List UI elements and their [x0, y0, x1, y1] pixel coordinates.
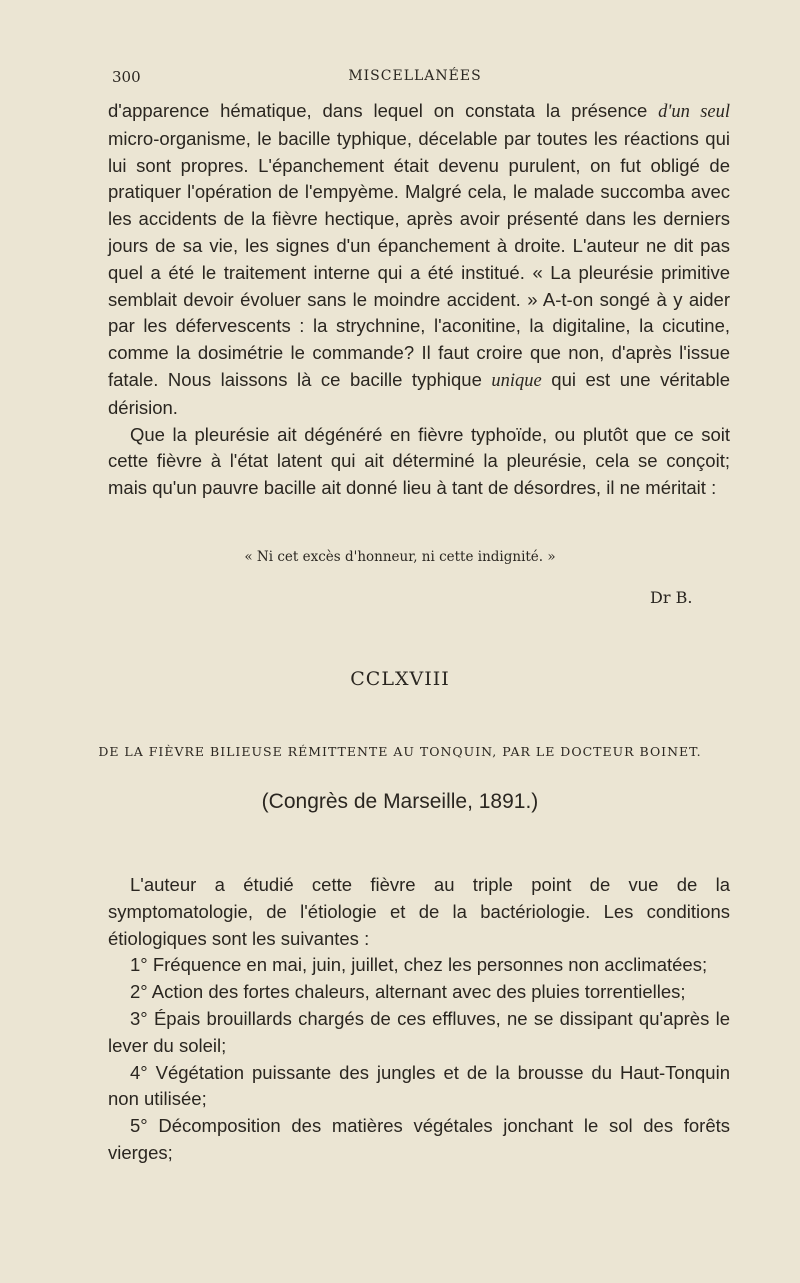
paragraph-2: Que la pleurésie ait dégénéré en fièvre typhoïde, ou plutôt que ce soit cette fièvre à l'état latent qui ait déterminé la pleurésie, cela se conçoit; mais qu'un pauvre bacille ait donné lieu à tant de désordres, il ne méritait : [108, 423, 730, 499]
list-item: 3° Épais brouillards chargés de ces effluves, ne se dissipant qu'après le lever du soleil; [108, 1007, 730, 1056]
section-number: CCLXVIII [350, 668, 450, 690]
section-source: (Congrès de Marseille, 1891.) [261, 790, 539, 813]
section-title: DE LA FIÈVRE BILIEUSE RÉMITTENTE AU TONQUIN, PAR LE DOCTEUR BOINET. [98, 744, 702, 759]
paragraph-1-text-b: micro-organisme, le bacille typhique, décelable par toutes les réactions qui lui sont propres. L'épanchement était devenu purulent, on fut obligé de pratiquer l'opération de l'empyème. Malgré cela, le malade succomba avec les accidents de la fièvre hectique, après avoir présenté dans les derniers jours de sa vie, les signes d'un épanchement à droite. L'auteur ne dit pas quel a été le traitement interne qui a été institué. « La pleurésie primitive semblait devoir évoluer sans le moindre accident. » A-t-on songé à y aider par les défervescents : la strychnine, l'aconitine, la digitaline, la cicutine, comme la dosimétrie le commande? Il faut croire que non, d'après l'issue fatale. Nous laissons là ce bacille typhique [108, 127, 730, 390]
article-continuation [108, 98, 730, 502]
paragraph-1-emphasis-1: d'un seul [658, 102, 730, 122]
list-item: 1° Fréquence en mai, juin, juillet, chez les personnes non acclimatées; [130, 954, 708, 976]
paragraph-1-text-c: qui est une véritable dérision. [108, 368, 731, 418]
list-item: 5° Décomposition des matières végétales jonchant le sol des forêts vierges; [108, 1115, 730, 1163]
section-intro: L'auteur a étudié cette fièvre au triple point de vue de la symptomatologie, de l'étiologie et de la bactériologie. Les conditions étiologiques sont les suivantes : [108, 874, 730, 949]
paragraph-1-text-a: d'apparence hématique, dans lequel on constata la présence [108, 100, 659, 121]
list-item: 2° Action des fortes chaleurs, alternant avec des pluies torrentielles; [130, 981, 686, 1003]
page-number: 300 [112, 68, 141, 86]
paragraph-1-emphasis-2: unique [491, 370, 542, 391]
quotation: « Ni cet excès d'honneur, ni cette indignité. » [244, 549, 556, 565]
page-header [112, 68, 718, 92]
running-head: MISCELLANÉES [348, 68, 482, 84]
signature: Dr B. [650, 588, 693, 607]
section-body [108, 872, 730, 1167]
list-item: 4° Végétation puissante des jungles et de la brousse du Haut-Tonquin non utilisée; [108, 1061, 730, 1110]
paragraph-1 [108, 98, 730, 422]
